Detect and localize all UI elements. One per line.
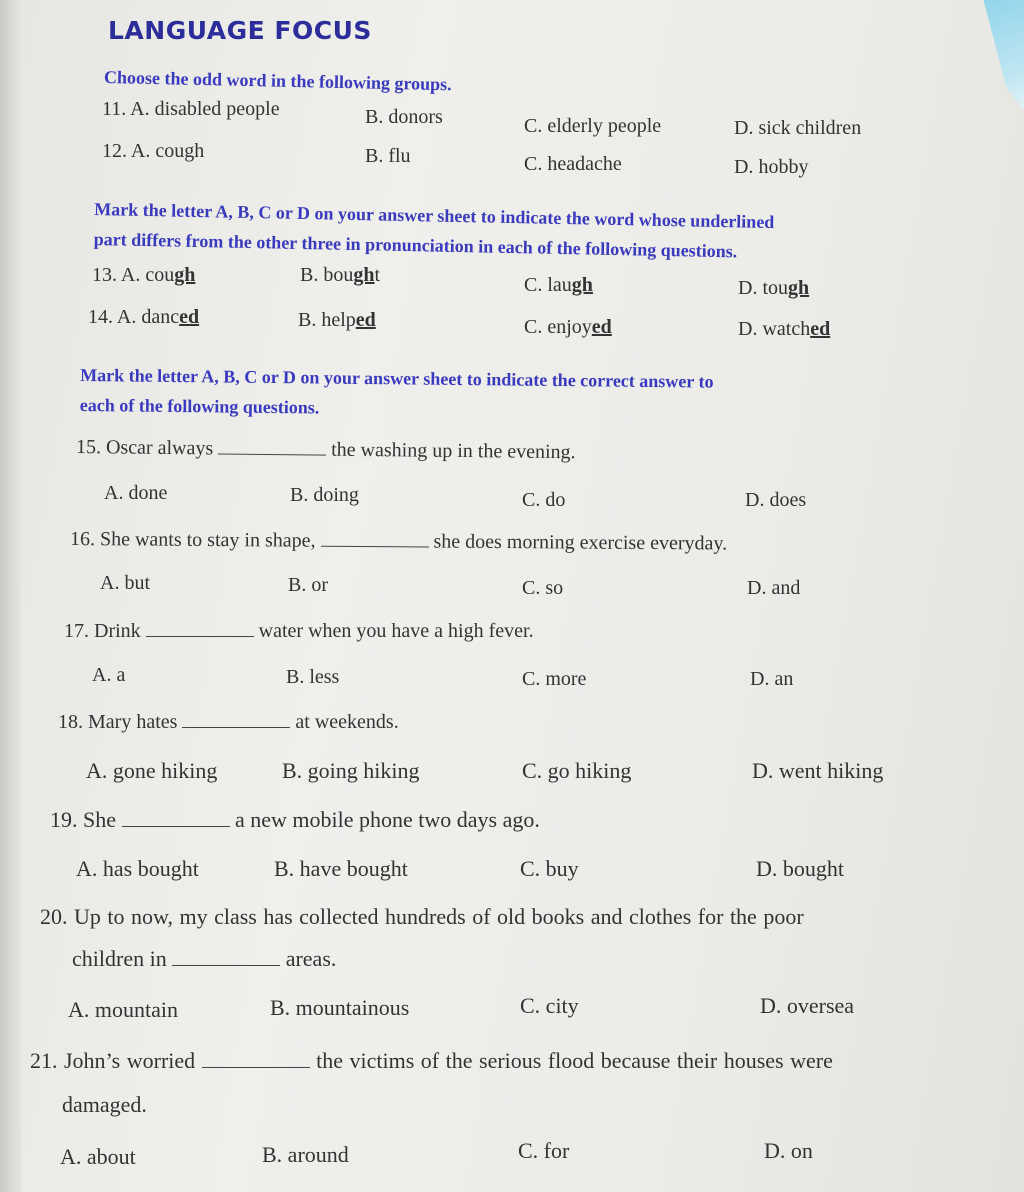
question-17-option-c: C. more xyxy=(522,668,587,690)
underlined-part: gh xyxy=(353,264,375,286)
question-17-option-d: D. an xyxy=(750,668,794,690)
question-13-option-d xyxy=(738,277,809,300)
question-20-line-2 xyxy=(72,946,336,972)
book-spine-shadow xyxy=(0,0,22,1192)
question-21-option-a: A. about xyxy=(60,1144,136,1169)
question-13-option-c xyxy=(524,274,593,297)
underlined-part: ed xyxy=(355,309,376,331)
option-c-text: C. enjoy xyxy=(524,316,592,338)
option-d-text: D. tou xyxy=(738,277,788,299)
question-20-option-b: B. mountainous xyxy=(270,995,410,1020)
question-13 xyxy=(92,264,195,287)
option-a-text: A. cou xyxy=(120,264,175,286)
question-stem: 18. Mary hates xyxy=(58,711,178,733)
question-stem: 16. She wants to stay in shape, xyxy=(69,528,316,552)
answer-blank xyxy=(122,825,230,827)
question-stem-end: at weekends. xyxy=(295,711,399,733)
question-stem: 21. John’s worried xyxy=(30,1048,196,1073)
question-19-option-c: C. buy xyxy=(520,856,579,881)
question-15-option-b: B. doing xyxy=(290,484,359,506)
question-11-option-b: B. donors xyxy=(365,106,443,128)
question-16-option-b: B. or xyxy=(288,574,328,596)
question-18-option-d: D. went hiking xyxy=(752,758,884,783)
question-stem: 17. Drink xyxy=(64,620,141,642)
question-11-option-d: D. sick children xyxy=(734,117,862,139)
question-stem-end: the victims of the serious flood because their houses were xyxy=(316,1048,833,1073)
underlined-part: ed xyxy=(810,318,831,340)
option-a: A. disabled people xyxy=(130,98,280,120)
question-number: 13. xyxy=(92,264,117,286)
question-11-option-c: C. elderly people xyxy=(524,115,662,137)
question-20-option-d: D. oversea xyxy=(760,993,855,1018)
answer-blank xyxy=(202,1066,310,1068)
question-16-option-c: C. so xyxy=(522,577,564,599)
question-11 xyxy=(102,98,280,121)
option-a: A. cough xyxy=(130,140,205,162)
question-number: 14. xyxy=(88,306,113,328)
question-18-option-a: A. gone hiking xyxy=(86,758,218,783)
question-16 xyxy=(70,528,727,556)
option-a xyxy=(121,264,195,286)
underlined-part: ed xyxy=(591,316,612,338)
question-19-option-d: D. bought xyxy=(756,856,844,881)
question-stem-end: she does morning exercise everyday. xyxy=(433,530,728,555)
question-14 xyxy=(88,306,199,329)
answer-blank xyxy=(320,545,428,548)
answer-blank xyxy=(146,635,254,637)
question-19 xyxy=(50,807,540,833)
question-21-option-c: C. for xyxy=(518,1138,570,1163)
question-20-line-1: 20. Up to now, my class has collected hundreds of old books and clothes for the poor xyxy=(40,904,804,929)
question-18 xyxy=(58,711,399,734)
question-12 xyxy=(102,140,204,163)
question-20-option-a: A. mountain xyxy=(68,997,178,1022)
question-21-option-d: D. on xyxy=(764,1138,813,1163)
instruction-pronunciation xyxy=(93,194,774,267)
question-21-option-b: B. around xyxy=(262,1142,349,1167)
underlined-part: gh xyxy=(788,277,810,299)
question-15-option-a: A. done xyxy=(104,482,168,504)
option-b-suffix: t xyxy=(374,264,381,286)
instruction-line: Mark the letter A, B, C or D on your answer sheet to indicate the word whose underlined xyxy=(94,199,775,233)
underlined-part: gh xyxy=(174,264,196,286)
question-12-option-c: C. headache xyxy=(524,153,622,175)
question-stem-end: the washing up in the evening. xyxy=(331,438,576,464)
question-stem: children in xyxy=(72,946,167,971)
question-21-line-2: damaged. xyxy=(62,1092,147,1117)
question-16-option-d: D. and xyxy=(747,577,801,599)
section-title: LANGUAGE FOCUS xyxy=(108,16,372,45)
question-12-option-b: B. flu xyxy=(365,145,411,167)
question-14-option-b xyxy=(298,309,376,332)
underlined-part: ed xyxy=(179,306,200,328)
instruction-correct-answer xyxy=(80,360,714,427)
question-stem-end: water when you have a high fever. xyxy=(258,620,534,642)
question-19-option-b: B. have bought xyxy=(274,856,408,881)
question-15-option-c: C. do xyxy=(522,489,566,511)
instruction-line: each of the following questions. xyxy=(79,394,320,418)
question-19-option-a: A. has bought xyxy=(76,856,199,881)
question-stem: 19. She xyxy=(50,807,116,832)
option-a xyxy=(117,306,199,328)
question-15 xyxy=(76,436,576,464)
question-stem: 15. Oscar always xyxy=(75,436,214,460)
question-17-option-b: B. less xyxy=(286,666,340,688)
instruction-line: part differs from the other three in pronunciation in each of the following questions. xyxy=(93,228,738,262)
answer-blank xyxy=(172,964,280,966)
option-d-text: D. watch xyxy=(738,318,811,340)
question-stem-end: a new mobile phone two days ago. xyxy=(235,807,540,832)
question-18-option-b: B. going hiking xyxy=(282,758,420,783)
question-number: 12. xyxy=(102,140,127,162)
question-15-option-d: D. does xyxy=(745,489,807,511)
question-20-option-c: C. city xyxy=(520,993,579,1018)
question-13-option-b xyxy=(300,264,380,287)
option-c-text: C. lau xyxy=(524,274,572,296)
underlined-part: gh xyxy=(571,274,593,296)
option-b-text: B. help xyxy=(298,309,356,331)
question-12-option-d: D. hobby xyxy=(734,156,809,178)
question-number: 11. xyxy=(102,98,127,120)
question-21-line-1 xyxy=(30,1048,833,1074)
option-a-text: A. danc xyxy=(116,306,180,328)
instruction-line: Mark the letter A, B, C or D on your answer sheet to indicate the correct answer to xyxy=(80,365,714,392)
question-stem-end: areas. xyxy=(285,946,337,971)
instruction-odd-word: Choose the odd word in the following groups. xyxy=(103,67,452,95)
question-17-option-a: A. a xyxy=(92,664,126,686)
answer-blank xyxy=(182,726,290,728)
question-18-option-c: C. go hiking xyxy=(522,758,632,783)
page-corner-decoration xyxy=(966,0,1024,110)
question-14-option-d xyxy=(738,318,830,341)
question-16-option-a: A. but xyxy=(100,572,150,594)
option-b-text: B. bou xyxy=(300,264,354,286)
answer-blank xyxy=(218,452,326,455)
question-17 xyxy=(64,620,534,643)
question-14-option-c xyxy=(524,316,612,339)
